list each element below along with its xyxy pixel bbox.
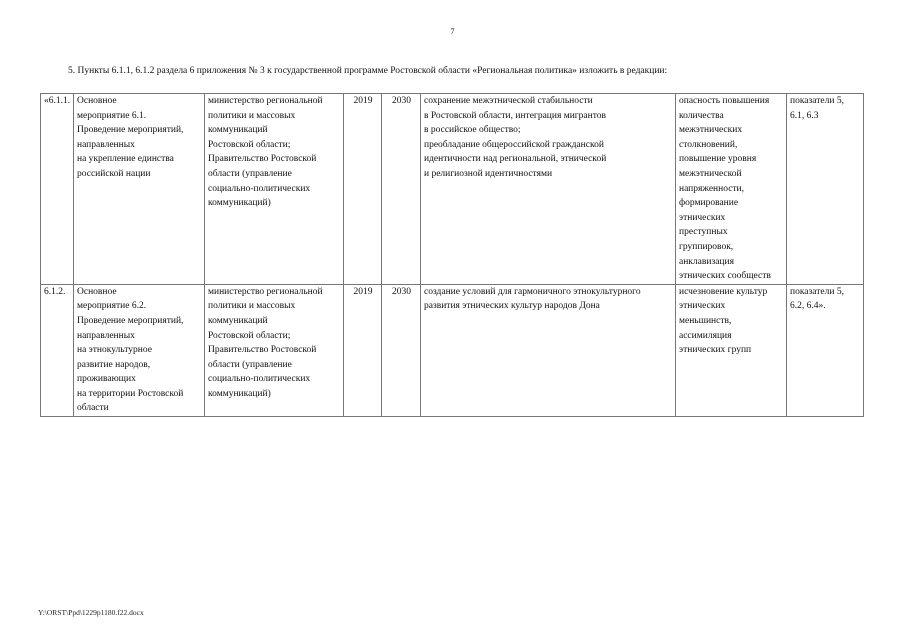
file-path-footer: Y:\ORST\Ppd\1229p1180.f22.docx [38,608,144,617]
cell-text-line: межэтнических [679,125,743,136]
cell-text-line: политики и массовых [208,110,296,121]
cell-text-line: Правительство Ростовской [208,345,317,356]
cell-text-line: коммуникаций) [208,388,271,399]
cell-text-line: в Ростовской области, интеграция мигрантов [424,110,606,121]
cell-text-line: социально-политических [208,183,311,194]
intro-paragraph: 5. Пункты 6.1.1, 6.1.2 раздела 6 приложения № 3 к государственной программе Ростовской области «Региональная политика» изложить в редакции: [68,66,668,76]
start-year-cell: 2019 [344,284,382,416]
cell-text-line: преобладание общероссийской гражданской [424,139,604,150]
expected-result-cell [421,94,676,285]
cell-text-line: Основное [77,286,117,297]
cell-text-line: Проведение мероприятий, [77,125,184,136]
item-number-cell: «6.1.1. [41,94,74,285]
cell-text-line: области (управление [208,359,292,370]
indicators-cell [787,284,864,416]
cell-text-line: направленных [77,139,135,150]
cell-text-line: опасность повышения [679,96,770,106]
cell-text-line: на этнокультурное [77,345,152,356]
cell-text-line: Правительство Ростовской [208,154,317,165]
cell-text-line: российской нации [77,168,151,179]
cell-text-line: напряженности, [679,183,745,194]
event-name-cell [74,94,205,285]
cell-text-line: создание условий для гармоничного этнокультурного [424,286,641,297]
expected-result-cell [421,284,676,416]
start-year-cell: 2019 [344,94,382,285]
cell-text-line: показатели 5, [790,96,844,106]
cell-text-line: области [77,403,109,414]
cell-text-line: коммуникаций) [208,198,271,209]
cell-text-line: министерство региональной [208,286,323,297]
cell-text-line: социально-политических [208,374,311,385]
cell-text-line: преступных [679,227,728,238]
cell-text-line: меньшинств, [679,315,732,326]
cell-text-line: в российское общество; [424,125,521,136]
cell-text-line: области (управление [208,168,292,179]
cell-text-line: мероприятие 6.2. [77,301,147,312]
program-table [40,93,864,417]
table-row [41,284,864,416]
cell-text-line: 6.1, 6.3 [790,110,819,121]
cell-text-line: показатели 5, [790,286,844,297]
cell-text-line: и религиозной идентичностями [424,168,553,179]
cell-text-line: мероприятие 6.1. [77,110,147,121]
cell-text-line: идентичности над региональной, этнической [424,154,607,165]
cell-text-line: коммуникаций [208,125,268,136]
cell-text-line: ассимиляция [679,330,732,341]
cell-text-line: повышение уровня [679,154,757,165]
item-number-cell: 6.1.2. [41,284,74,416]
cell-text-line: политики и массовых [208,301,296,312]
cell-text-line: 6.2, 6.4». [790,301,826,312]
consequence-cell [676,284,787,416]
cell-text-line: направленных [77,330,135,341]
cell-text-line: столкновений, [679,139,738,150]
cell-text-line: Основное [77,96,117,106]
indicators-cell [787,94,864,285]
cell-text-line: развитие народов, [77,359,151,370]
end-year-cell: 2030 [382,284,421,416]
cell-text-line: межэтнической [679,168,742,179]
cell-text-line: министерство региональной [208,96,323,106]
cell-text-line: этнических сообществ [679,271,771,282]
page-number: 7 [450,27,455,36]
cell-text-line: формирование [679,198,739,209]
executor-cell [205,94,344,285]
cell-text-line: этнических [679,212,726,223]
cell-text-line: проживающих [77,374,136,385]
cell-text-line: коммуникаций [208,315,268,326]
consequence-cell [676,94,787,285]
end-year-cell: 2030 [382,94,421,285]
cell-text-line: количества [679,110,724,121]
cell-text-line: Проведение мероприятий, [77,315,184,326]
cell-text-line: на укрепление единства [77,154,174,165]
cell-text-line: этнических [679,301,726,312]
cell-text-line: группировок, [679,241,734,252]
cell-text-line: Ростовской области; [208,139,291,150]
event-name-cell [74,284,205,416]
cell-text-line: анклавизация [679,256,734,267]
cell-text-line: Ростовской области; [208,330,291,341]
cell-text-line: на территории Ростовской [77,388,184,399]
table-row [41,94,864,285]
executor-cell [205,284,344,416]
cell-text-line: исчезновение культур [679,286,768,297]
cell-text-line: этнических групп [679,345,752,356]
cell-text-line: сохранение межэтнической стабильности [424,96,593,106]
cell-text-line: развития этнических культур народов Дона [424,301,600,312]
